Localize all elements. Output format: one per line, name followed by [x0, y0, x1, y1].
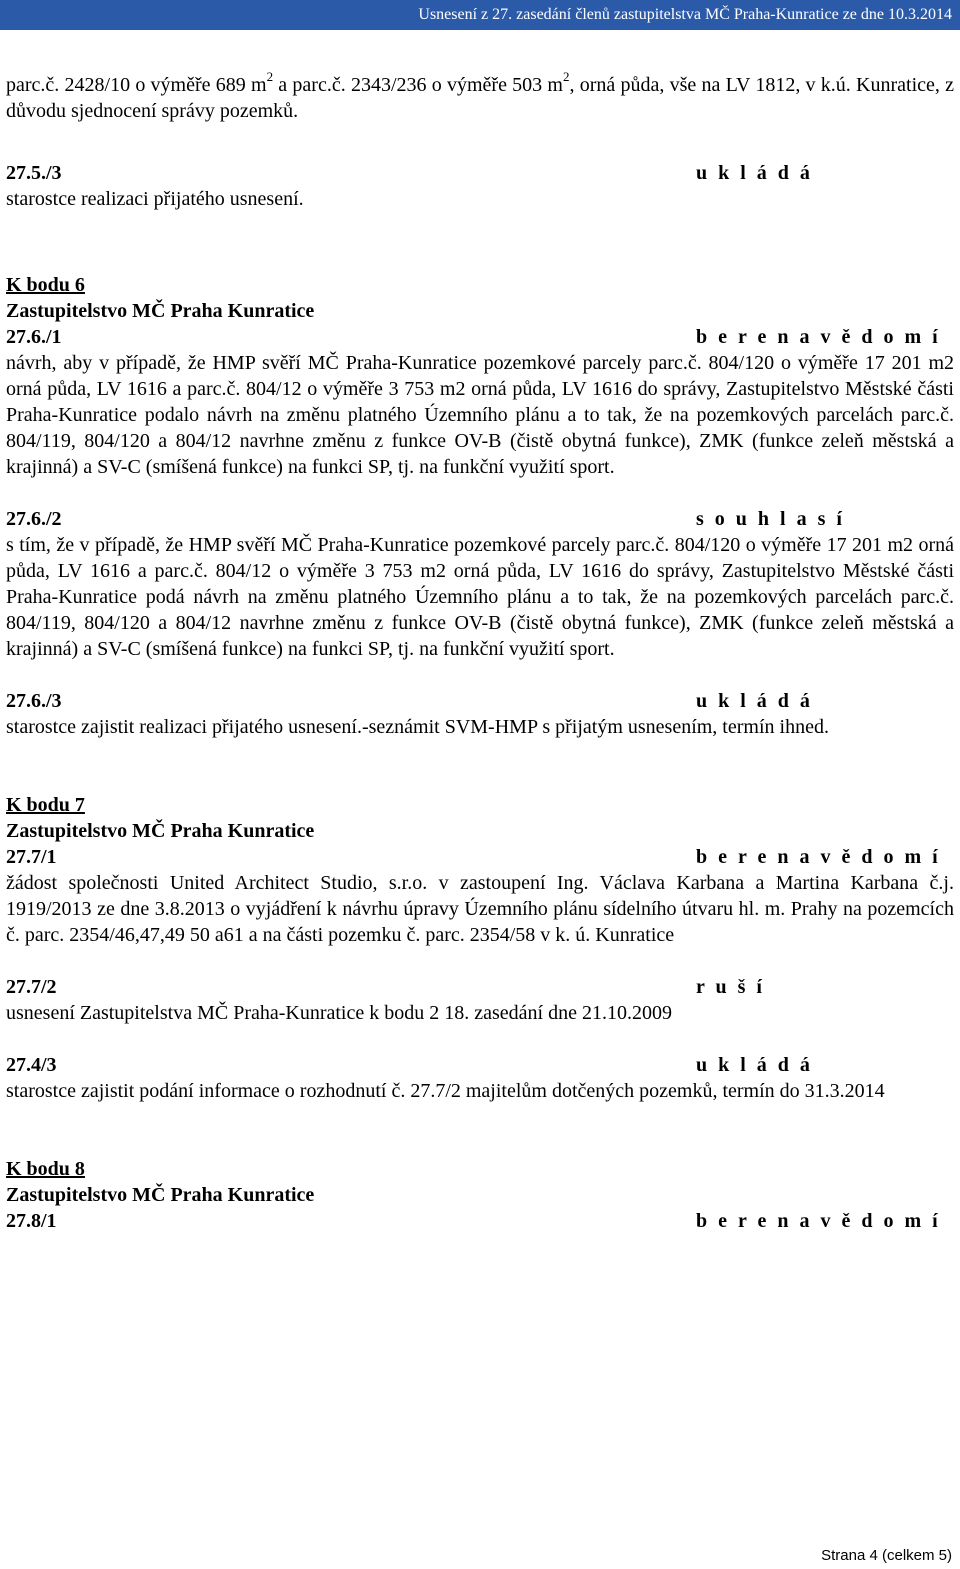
- text-segment: , orná půda, vše na LV 1812, v k.ú. Kunratice, z důvodu sjednocení správy pozemků.: [6, 74, 954, 122]
- section-title-bod7: K bodu 7: [6, 794, 85, 816]
- resolution-heading: [6, 1208, 954, 1234]
- resolution-text: s tím, že v případě, že HMP svěří MČ Praha-Kunratice pozemkové parcely parc.č. 804/120 o výměře 17 201 m2 orná půda, LV 1616 a parc.č. 804/12 o výměře 3 753 m2 orná půda, LV 1616 do správy, Zastupitelstvo Městské části Praha-Kunratice podá návrh na změnu platného Územního plánu a to tak, že na pozemkových parcelách parc.č. 804/119, 804/120 a 804/12 navrhne změnu z funkce OV-B (čistě obytná funkce), ZMK (funkce zeleň městská a krajinná) a SV-C (smíšená funkce) na funkci SP, tj. na funkční využití sport.: [6, 534, 954, 660]
- resolution-number: 27.5./3: [6, 162, 62, 184]
- resolution-number: 27.6./1: [6, 326, 62, 348]
- resolution-heading: [6, 324, 954, 350]
- resolution-heading: [6, 160, 954, 186]
- resolution-heading: [6, 844, 954, 870]
- resolution-text: starostce zajistit realizaci přijatého usnesení.-seznámit SVM-HMP s přijatým usnesením, termín ihned.: [6, 716, 829, 738]
- superscript: 2: [562, 69, 570, 85]
- resolution-verb: b e r e n a v ě d o m í: [696, 1210, 941, 1232]
- resolution-text: usnesení Zastupitelstva MČ Praha-Kunratice k bodu 2 18. zasedání dne 21.10.2009: [6, 1002, 672, 1024]
- resolution-verb: u k l á d á: [696, 690, 813, 712]
- resolution-verb: s o u h l a s í: [696, 508, 845, 530]
- resolution-number: 27.4/3: [6, 1054, 57, 1076]
- paragraph-continuation: [6, 69, 954, 124]
- resolution-text: návrh, aby v případě, že HMP svěří MČ Praha-Kunratice pozemkové parcely parc.č. 804/120 o výměře 17 201 m2 orná půda, LV 1616 a parc.č. 804/12 o výměře 3 753 m2 orná půda, LV 1616 do správy, Zastupitelstvo Městské části Praha-Kunratice podalo návrh na změnu platného Územního plánu a to tak, že na pozemkových parcelách parc.č. 804/119, 804/120 a 804/12 navrhne změnu z funkce OV-B (čistě obytná funkce), ZMK (funkce zeleň městská a krajinná) a SV-C (smíšená funkce) na funkci SP, tj. na funkční využití sport.: [6, 352, 954, 478]
- resolution-verb: u k l á d á: [696, 1054, 813, 1076]
- superscript: 2: [266, 69, 274, 85]
- resolution-heading: [6, 1052, 954, 1078]
- resolution-text: starostce zajistit podání informace o rozhodnutí č. 27.7/2 majitelům dotčených pozemků, termín do 31.3.2014: [6, 1080, 885, 1102]
- resolution-number: 27.6./2: [6, 508, 62, 530]
- resolution-verb: u k l á d á: [696, 162, 813, 184]
- document-header: [0, 0, 960, 30]
- resolution-number: 27.6./3: [6, 690, 62, 712]
- section-body-name: Zastupitelstvo MČ Praha Kunratice: [6, 300, 315, 322]
- text-segment: parc.č. 2428/10 o výměře 689 m: [6, 74, 267, 96]
- resolution-verb: r u š í: [696, 976, 765, 998]
- resolution-text: starostce realizaci přijatého usnesení.: [6, 188, 304, 210]
- resolution-heading: [6, 974, 954, 1000]
- resolution-number: 27.8/1: [6, 1210, 57, 1232]
- text-segment: a parc.č. 2343/236 o výměře 503 m: [273, 74, 563, 96]
- page-number: Strana 4 (celkem 5): [821, 1547, 952, 1564]
- resolution-text: žádost společnosti United Architect Studio, s.r.o. v zastoupení Ing. Václava Karbana a Martina Karbana č.j. 1919/2013 ze dne 3.8.2013 o vyjádření k návrhu úpravy Územního plánu sídelního útvaru hl. m. Prahy na pozemcích č. parc. 2354/46,47,49 50 a61 a na části pozemku č. parc. 2354/58 v k. ú. Kunratice: [6, 872, 954, 946]
- resolution-number: 27.7/2: [6, 976, 57, 998]
- document-body: [6, 69, 954, 1234]
- section-title-bod8: K bodu 8: [6, 1158, 85, 1180]
- resolution-verb: b e r e n a v ě d o m í: [696, 846, 941, 868]
- resolution-heading: [6, 688, 954, 714]
- resolution-heading: [6, 506, 954, 532]
- header-title: Usnesení z 27. zasedání členů zastupitelstva MČ Praha-Kunratice ze dne 10.3.2014: [418, 6, 952, 23]
- resolution-number: 27.7/1: [6, 846, 57, 868]
- section-title-bod6: K bodu 6: [6, 274, 85, 296]
- section-body-name: Zastupitelstvo MČ Praha Kunratice: [6, 820, 315, 842]
- section-body-name: Zastupitelstvo MČ Praha Kunratice: [6, 1184, 315, 1206]
- resolution-verb: b e r e n a v ě d o m í: [696, 326, 941, 348]
